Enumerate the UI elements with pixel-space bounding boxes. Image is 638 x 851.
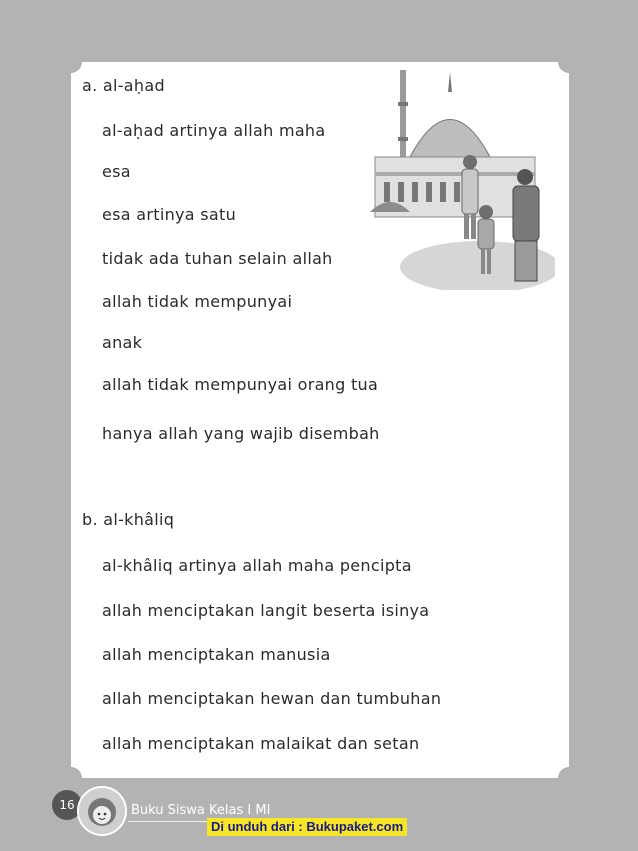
corner-notch <box>558 767 580 789</box>
download-banner[interactable]: Di unduh dari : Bukupaket.com <box>207 818 407 836</box>
corner-notch <box>60 767 82 789</box>
list-item: al-khâliq artinya allah maha pencipta <box>102 556 412 575</box>
book-title: Buku Siswa Kelas I MI <box>131 803 271 818</box>
list-item: anak <box>102 333 143 352</box>
list-item: allah menciptakan malaikat dan setan <box>102 734 420 753</box>
list-item: allah tidak mempunyai orang tua <box>102 375 379 394</box>
list-item: esa artinya satu <box>102 205 237 224</box>
mosque-family-icon <box>370 62 555 290</box>
corner-notch <box>558 51 580 73</box>
list-item: allah menciptakan hewan dan tumbuhan <box>102 689 442 708</box>
student-avatar-icon <box>79 788 125 834</box>
list-item: esa <box>102 162 131 181</box>
list-item: al-aḥad artinya allah maha <box>102 121 326 140</box>
list-item: tidak ada tuhan selain allah <box>102 249 333 268</box>
page-number: 16 <box>52 790 82 820</box>
list-item: allah menciptakan manusia <box>102 645 331 664</box>
section-a-heading: a. al-aḥad <box>82 76 165 95</box>
avatar <box>77 786 127 836</box>
section-b-heading: b. al-khâliq <box>82 510 175 529</box>
list-item: hanya allah yang wajib disembah <box>102 424 380 443</box>
corner-notch <box>60 51 82 73</box>
list-item: allah menciptakan langit beserta isinya <box>102 601 430 620</box>
list-item: allah tidak mempunyai <box>102 292 293 311</box>
